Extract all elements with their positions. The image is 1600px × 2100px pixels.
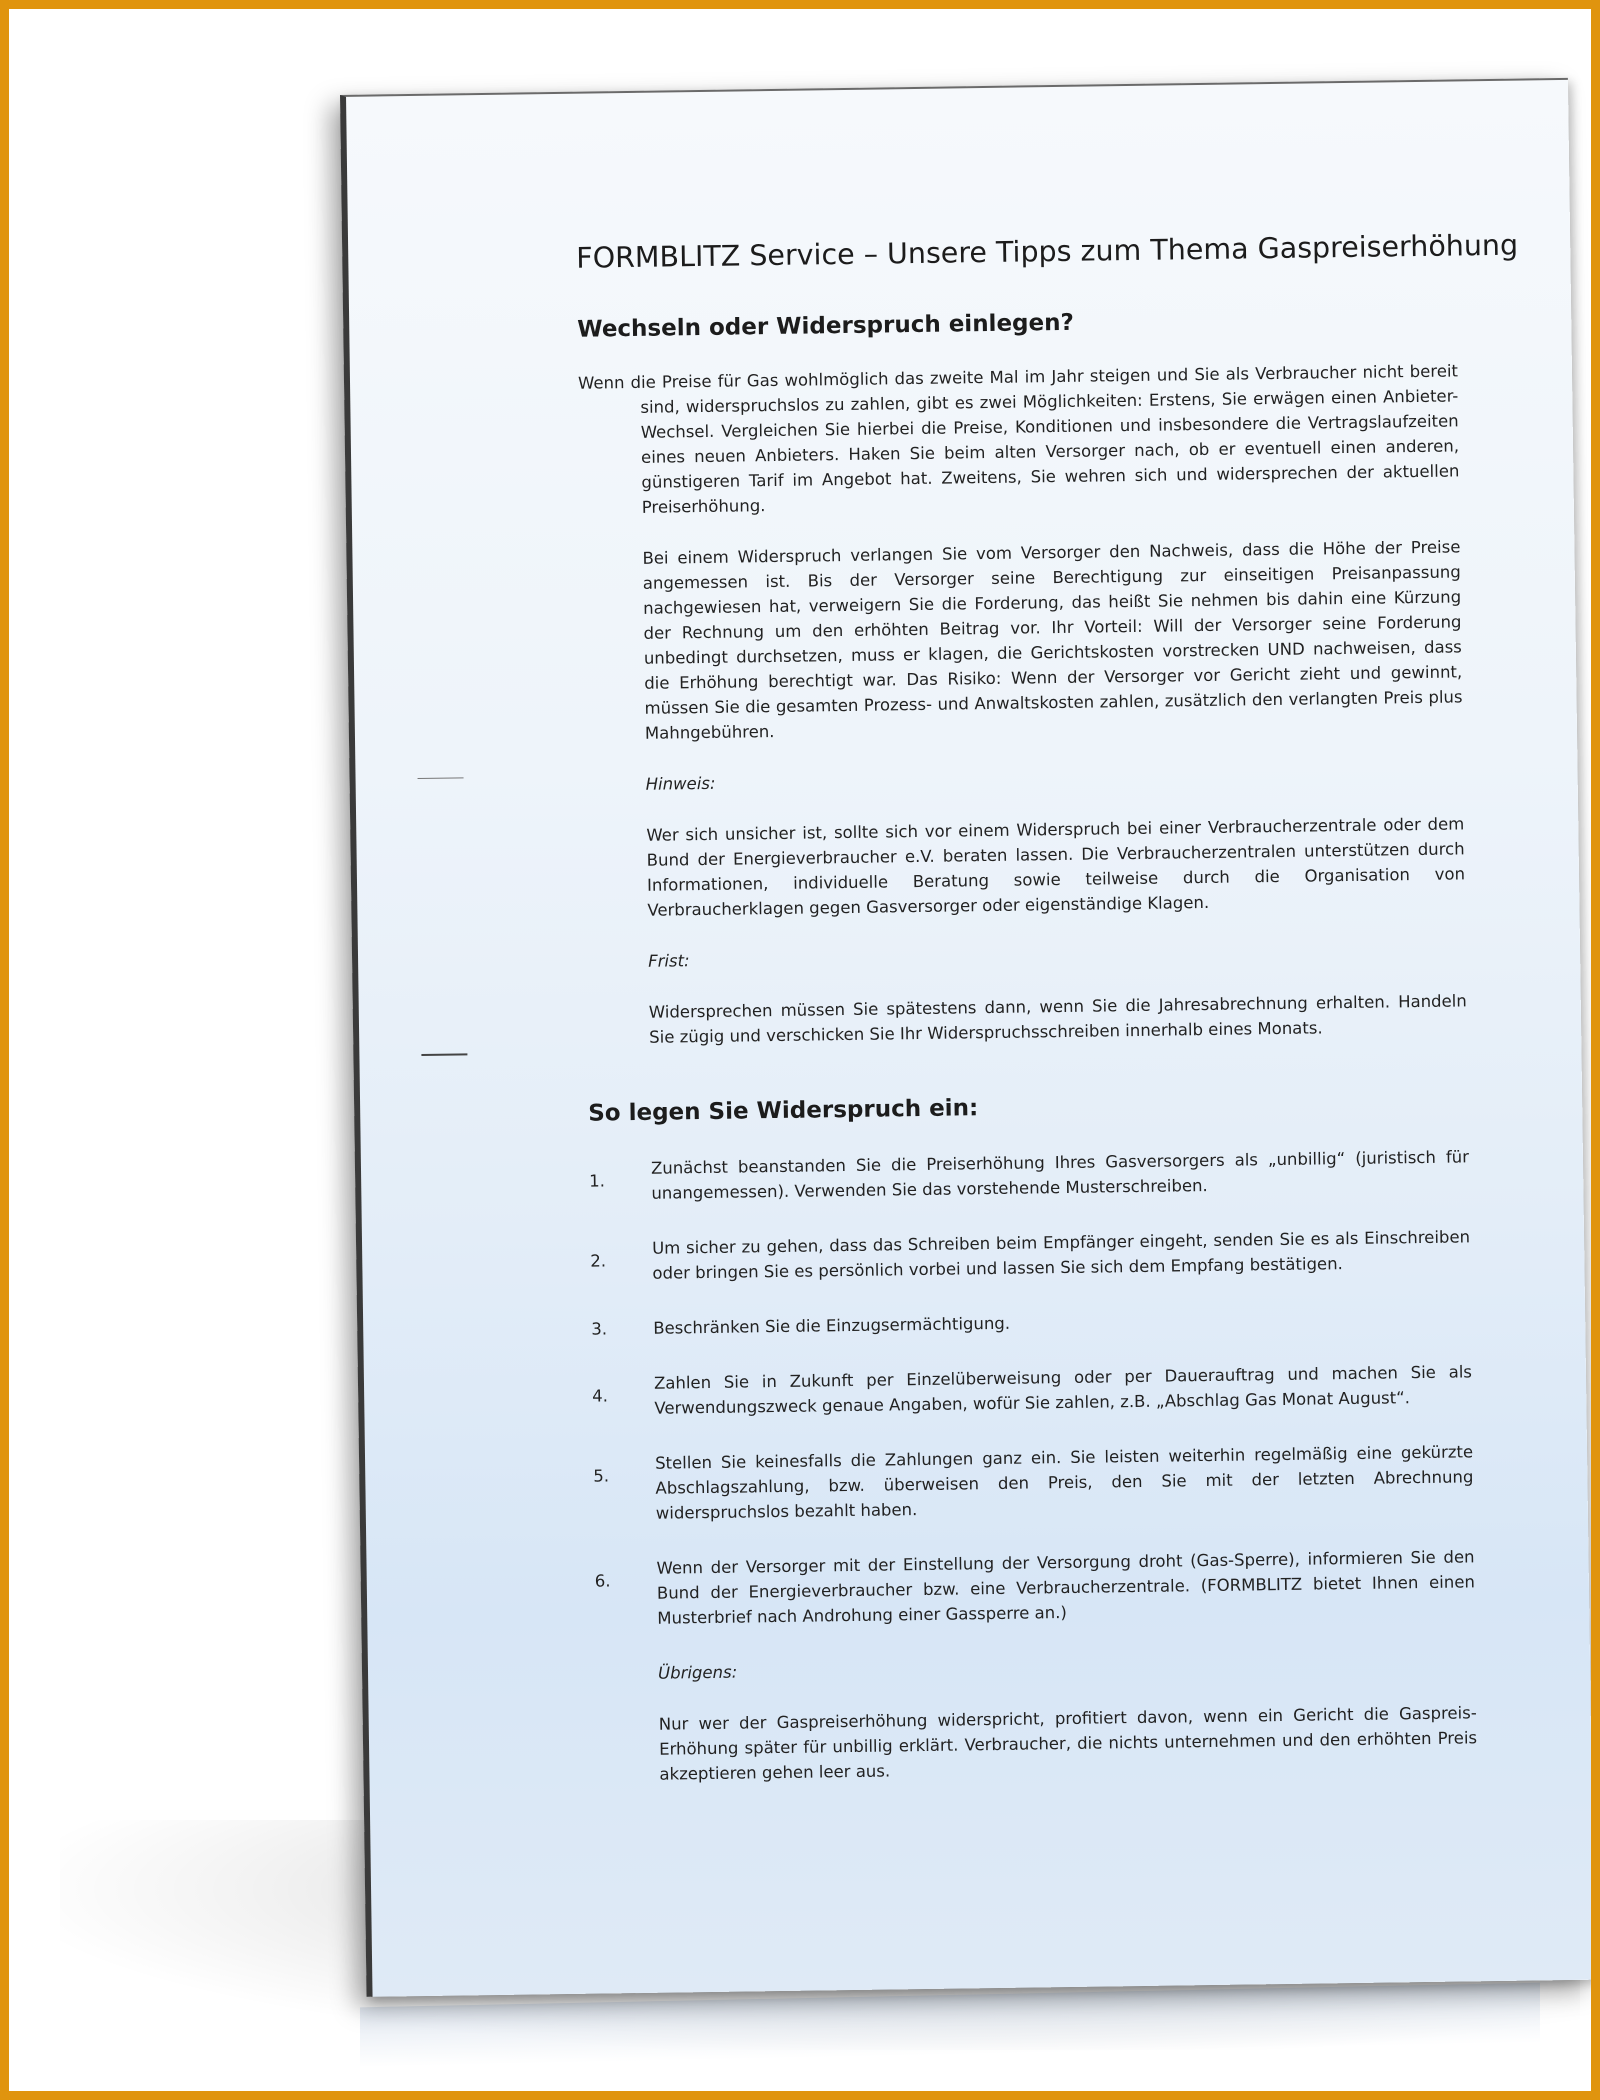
uebrigens-label: Übrigens: bbox=[657, 1662, 738, 1683]
document-title: FORMBLITZ Service – Unsere Tipps zum Thema Gaspreiserhöhung bbox=[576, 228, 1519, 275]
paragraph-intro: Wenn die Preise für Gas wohlmöglich das zweite Mal im Jahr steigen und Sie als Verbraucher nicht bereit sind, widerspruchslos zu zahlen, gibt es zwei Möglichkeiten: Erstens, Sie erwägen einen Anbieter-Wechsel. Vergleichen Sie hierbei die Preise, Konditionen und insbesondere die Vertragslaufzeiten eines neuen Anbieters. Haken Sie beim alten Versorger nach, ob er eventuell einen anderen, günstigeren Tarif im Angebot hat. Zweitens, Sie wehren sich und widersprechen der aktuellen Preiserhöhung. bbox=[577, 361, 1460, 517]
punch-mark bbox=[421, 1053, 467, 1056]
list-item: 1. Zunächst beanstanden Sie die Preiserhöhung Ihres Gasversorgers als „unbillig“ (juristisch für unangemessen). Verwenden Sie das vorstehende Musterschreiben. bbox=[589, 1147, 1470, 1203]
fold-mark bbox=[418, 777, 464, 779]
hinweis-label: Hinweis: bbox=[645, 773, 716, 794]
section-heading-widerspruch: So legen Sie Widerspruch ein: bbox=[588, 1095, 979, 1127]
list-item: 2. Um sicher zu gehen, dass das Schreiben beim Empfänger eingeht, senden Sie es als Einschreiben oder bringen Sie es persönlich vorbei und lassen Sie sich dem Empfang bestätigen. bbox=[590, 1227, 1471, 1283]
document-content bbox=[576, 228, 1519, 1787]
list-item: 6. Wenn der Versorger mit der Einstellung der Versorgung droht (Gas-Sperre), informieren Sie den Bund der Energieverbraucher bzw. eine Verbraucherzentrale. (FORMBLITZ bietet Ihnen einen Musterbrief nach Androhung einer Gassperre an.) bbox=[594, 1547, 1476, 1628]
steps-list bbox=[589, 1144, 1476, 1631]
section-heading-wechseln: Wechseln oder Widerspruch einlegen? bbox=[577, 309, 1075, 343]
uebrigens-text: Nur wer der Gaspreiserhöhung widerspricht, profitiert davon, wenn ein Gericht die Gaspreis-Erhöhung später für unbillig erklärt. Verbraucher, die nichts unternehmen und den erhöhten Preis akzeptieren gehen leer aus. bbox=[658, 1703, 1478, 1784]
frist-label: Frist: bbox=[647, 951, 690, 971]
document-page bbox=[340, 78, 1594, 1997]
list-item: 4. Zahlen Sie in Zukunft per Einzelüberweisung oder per Dauerauftrag und machen Sie als Verwendungszweck genaue Angaben, wofür Sie zahlen, z.B. „Abschlag Gas Monat August“. bbox=[592, 1362, 1473, 1418]
list-item: 3. Beschränken Sie die Einzugsermächtigung. bbox=[591, 1313, 1011, 1339]
frist-text: Widersprechen müssen Sie spätestens dann, wenn Sie die Jahresabrechnung erhalten. Handeln Sie zügig und verschicken Sie Ihr Widerspruchsschreiben innerhalb eines Monats. bbox=[648, 991, 1467, 1047]
paragraph-widerspruch: Bei einem Widerspruch verlangen Sie vom Versorger den Nachweis, dass die Höhe der Preise angemessen ist. Bis der Versorger seine Berechtigung zur einseitigen Preisanpassung nachgewiesen hat, verweigern Sie die Forderung, das heißt Sie nehmen bis dahin eine Kürzung der Rechnung um den erhöhten Beitrag vor. Ihr Vorteil: Will der Versorger seine Forderung unbedingt durchsetzen, muss er klagen, die Gerichtskosten vorstrecken UND nachweisen, dass die Erhöhung berechtigt war. Das Risiko: Wenn der Versorger vor Gericht zieht und gewinnt, müssen Sie die gesamten Prozess- und Anwaltskosten zahlen, zusätzlich den verlangten Preis plus Mahngebühren. bbox=[642, 537, 1463, 743]
hinweis-text: Wer sich unsicher ist, sollte sich vor einem Widerspruch bei einer Verbraucherzentrale oder dem Bund der Energieverbraucher e.V. beraten lassen. Die Verbraucherzentralen unterstützen durch Informationen, individuelle Beratung sowie teilweise durch die Organisation von Verbraucherklagen gegen Gasversorger oder eigenständige Klagen. bbox=[646, 814, 1466, 920]
list-item: 5. Stellen Sie keinesfalls die Zahlungen ganz ein. Sie leisten weiterhin regelmäßig eine gekürzte Abschlagszahlung, bzw. überweisen den Preis, den Sie mit der letzten Abrechnung widerspruchslos bezahlt haben. bbox=[593, 1442, 1474, 1523]
